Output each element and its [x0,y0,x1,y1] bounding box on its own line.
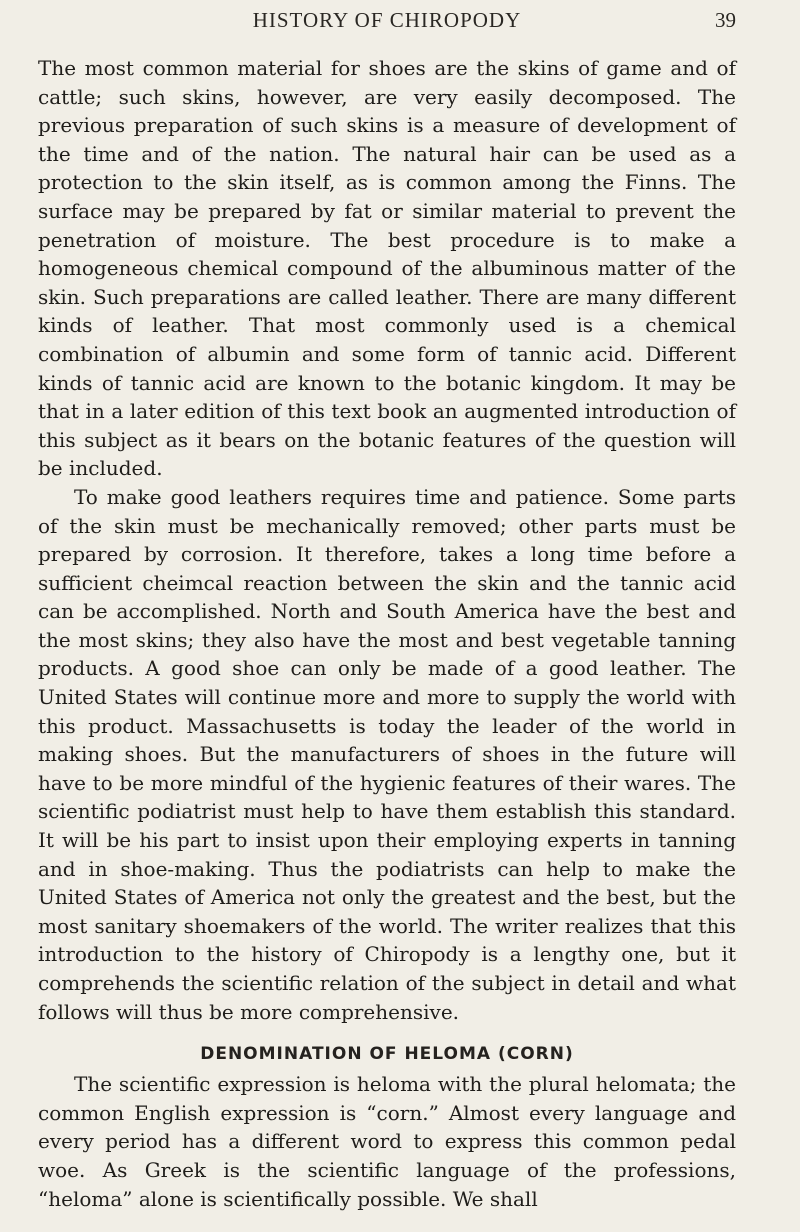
paragraph-leather-materials: The most common material for shoes are the skins of game and of cattle; such skins, however, are very easily decomposed. The previous preparation of such skins is a measure of development of the time and of the nation. The natural hair can be used as a protection to the skin itself, as is common among the Finns. The surface may be prepared by fat or similar material to prevent the penetration of moisture. The best procedure is to make a homogeneous chemical compound of the albuminous matter of the skin. Such preparations are called leather. There are many different kinds of leather. That most commonly used is a chemical combination of albumin and some form of tannic acid. Different kinds of tannic acid are known to the botanic kingdom. It may be that in a later edition of this text book an augmented introduction of this subject as it bears on the botanic features of the question will be included. [38,56,736,481]
running-header-title: HISTORY OF CHIROPODY [252,8,522,32]
page-number: 39 [715,8,736,32]
paragraph-heloma-definition: The scientific expression is heloma with the plural helomata; the common English expression is “corn.” Almost every language and every period has a different word to express this common pedal woe. As Greek is the scientific language of the professions, “heloma” alone is scientifically possible. We shall [38,1072,736,1211]
paragraph-tanning-process: To make good leathers requires time and patience. Some parts of the skin must be mechanically removed; other parts must be prepared by corrosion. It therefore, takes a long time before a sufficient cheimcal reaction between the skin and the tannic acid can be accomplished. North and South America have the best and the most skins; they also have the most and best vegetable tanning products. A good shoe can only be made of a good leather. The United States will continue more and more to supply the world with this product. Massachusetts is today the leader of the world in making shoes. But the manufacturers of shoes in the future will have to be more mindful of the hygienic features of their wares. The scientific podiatrist must help to have them establish this standard. It will be his part to insist upon their employing experts in tanning and in shoe-making. Thus the podiatrists can help to make the United States of America not only the greatest and the best, but the most sanitary shoemakers of the world. The writer realizes that this introduction to the history of Chiropody is a lengthy one, but it comprehends the scientific relation of the subject in detail and what follows will thus be more comprehensive. [38,484,736,1024]
section-heading-heloma: DENOMINATION OF HELOMA (CORN) [200,1044,574,1065]
running-header [38,0,736,54]
